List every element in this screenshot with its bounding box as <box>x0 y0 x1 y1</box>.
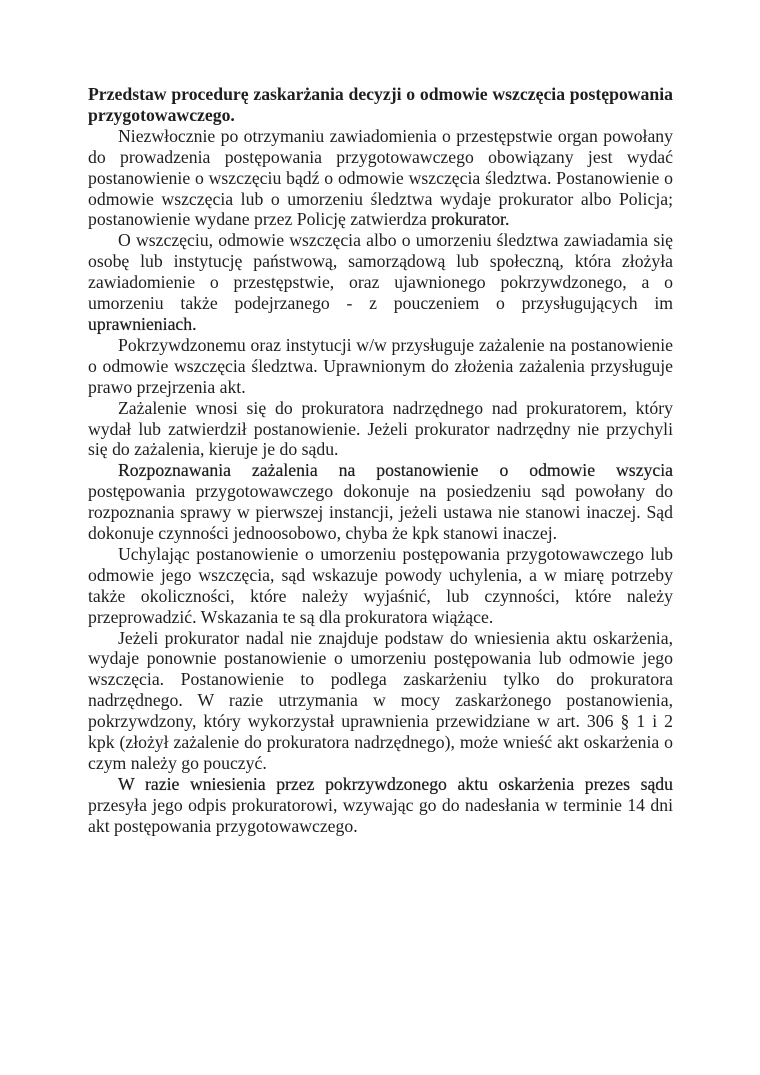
paragraph <box>88 460 673 544</box>
paragraph <box>88 774 673 837</box>
text-segment-emphasis: W razie wniesienia przez pokrzywdzonego aktu oskarżenia prezes sądu <box>118 773 673 794</box>
paragraph <box>88 398 673 461</box>
text-segment: Zażalenie wnosi się do prokuratora nadrzędnego nad prokuratorem, który wydał lub zatwierdził postanowienie. Jeżeli prokurator nadrzędny nie przychyli się do zażalenia, kieruje je do sądu. <box>88 397 673 460</box>
document-body <box>88 126 673 837</box>
paragraph <box>88 126 673 231</box>
text-segment: postępowania przygotowawczego dokonuje na posiedzeniu sąd powołany do rozpoznania sprawy w pierwszej instancji, jeżeli ustawa nie stanowi inaczej. Sąd dokonuje czynności jednoosobowo, chyba że kpk stanowi inaczej. <box>88 481 673 544</box>
text-segment-emphasis: Rozpoznawania zażalenia na postanowienie o odmowie wszycia <box>118 460 673 481</box>
text-segment: Pokrzywdzonemu oraz instytucji w/w przysługuje zażalenie na postanowienie o odmowie wszczęcia śledztwa. Uprawnionym do złożenia zażalenia przysługuje prawo przejrzenia akt. <box>88 334 673 397</box>
paragraph <box>88 544 673 628</box>
text-segment-emphasis: uprawnieniach. <box>88 313 197 334</box>
text-segment: Uchylając postanowienie o umorzeniu postępowania przygotowawczego lub odmowie jego wszczęcia, sąd wskazuje powody uchylenia, a w miarę potrzeby także okoliczności, które należy wyjaśnić, lub czynności, które należy przeprowadzić. Wskazania te są dla prokuratora wiążące. <box>88 543 673 627</box>
paragraph <box>88 335 673 398</box>
text-segment: Jeżeli prokurator nadal nie znajduje podstaw do wniesienia aktu oskarżenia, wydaje ponownie postanowienie o umorzeniu postępowania lub odmowie jego wszczęcia. Postanowienie to podlega zaskarżeniu tylko do prokuratora nadrzędnego. W razie utrzymania w mocy zaskarżonego postanowienia, pokrzywdzony, który wykorzystał uprawnienia przewidziane w art. 306 § 1 i 2 kpk (złożył zażalenie do prokuratora nadrzędnego), może wnieść akt oskarżenia o czym należy go pouczyć. <box>88 627 673 773</box>
document-title: Przedstaw procedurę zaskarżania decyzji o odmowie wszczęcia postępowania przygotowawczego. <box>88 84 673 125</box>
text-segment: Niezwłocznie po otrzymaniu zawiadomienia o przestępstwie organ powołany do prowadzenia postępowania przygotowawczego obowiązany jest wydać postanowienie o wszczęciu bądź o odmowie wszczęcia śledztwa. Postanowienie o odmowie wszczęcia lub o umorzeniu śledztwa wydaje prokurator albo Policja; postanowienie wydane przez Policję zatwierdza <box>88 125 673 230</box>
text-segment-emphasis: prokurator. <box>431 209 510 230</box>
text-segment: przesyła jego odpis prokuratorowi, wzywając go do nadesłania w terminie 14 dni akt postępowania przygotowawczego. <box>88 794 673 836</box>
paragraph <box>88 230 673 335</box>
document-text-block <box>88 84 673 837</box>
paragraph <box>88 628 673 774</box>
text-segment: O wszczęciu, odmowie wszczęcia albo o umorzeniu śledztwa zawiadamia się osobę lub instytucję państwową, samorządową lub społeczną, która złożyła zawiadomienie o przestępstwie, oraz ujawnionego pokrzywdzonego, a o umorzeniu także podejrzanego - z pouczeniem o przysługujących im <box>88 230 673 314</box>
